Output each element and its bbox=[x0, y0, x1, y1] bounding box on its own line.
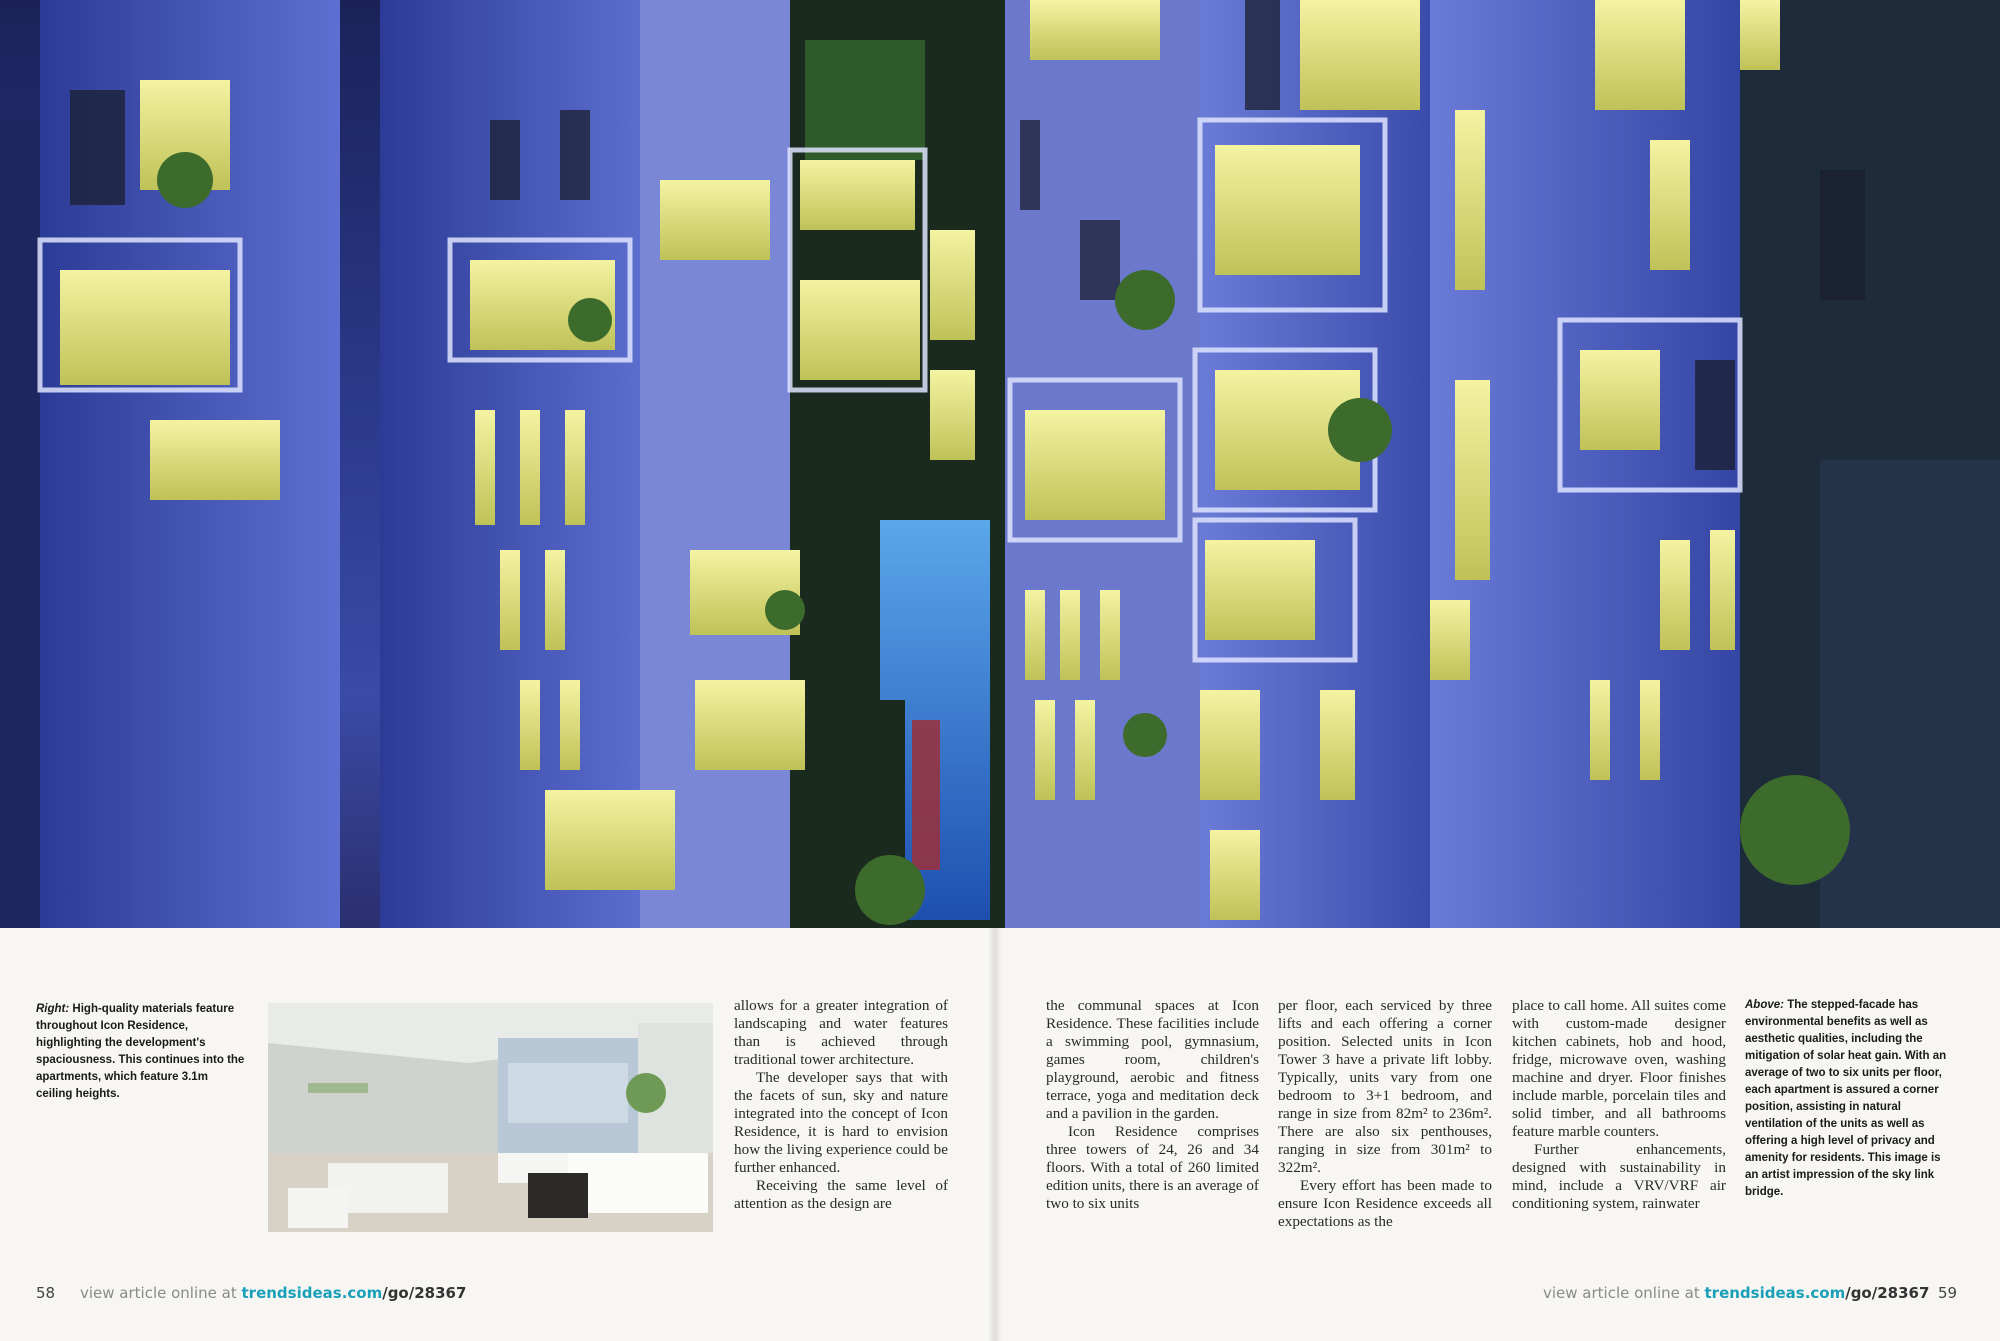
paragraph: place to call home. All suites come with custom-made designer kitchen cabinets, hob and hood, fridge, microwave oven, washing machine and dryer. Floor finishes include marble, porcelain tiles and solid timber, and all bathrooms feature marble counters. bbox=[1512, 997, 1726, 1140]
paragraph: Every effort has been made to ensure Icon Residence exceeds all expectations as the bbox=[1278, 1177, 1492, 1230]
left-text-column bbox=[734, 997, 948, 1213]
left-caption-body: High-quality materials feature throughout Icon Residence, highlighting the development's spaciousness. This continues into the apartments, which feature 3.1m ceiling heights. bbox=[36, 1003, 245, 1100]
right-text-column-3 bbox=[1512, 997, 1726, 1213]
page-number-right: 59 bbox=[1938, 1284, 1958, 1302]
paragraph: per floor, each serviced by three lifts and each offering a corner position. Selected units in Icon Tower 3 have a private lift lobby. Typically, units vary from one bedroom to 3+1 bedroom, and range in size from 82m² to 236m². There are also six penthouses, ranging in size from 301m² to 322m². bbox=[1278, 997, 1492, 1176]
footer-right bbox=[1543, 1284, 1929, 1302]
paragraph: Further enhancements, designed with sustainability in mind, include a VRV/VRF air conditioning system, rainwater bbox=[1512, 1141, 1726, 1212]
footer-link-path[interactable]: /go/28367 bbox=[382, 1284, 467, 1302]
interior-illustration bbox=[268, 1003, 713, 1232]
paragraph: the communal spaces at Icon Residence. These facilities include a swimming pool, gymnasium, games room, children's playground, aerobic and fitness terrace, yoga and meditation deck and a pavilion in the garden. bbox=[1046, 997, 1259, 1122]
footer-link-brand[interactable]: trendsideas.com bbox=[241, 1284, 383, 1302]
paragraph: Icon Residence comprises three towers of 24, 26 and 34 floors. With a total of 260 limited edition units, there is an average of two to six units bbox=[1046, 1123, 1259, 1212]
footer-prefix: view article online at bbox=[80, 1284, 242, 1302]
right-text-column-2 bbox=[1278, 997, 1492, 1231]
footer-prefix: view article online at bbox=[1543, 1284, 1705, 1302]
right-text-column-1 bbox=[1046, 997, 1259, 1213]
footer-link-brand[interactable]: trendsideas.com bbox=[1704, 1284, 1846, 1302]
left-caption bbox=[36, 1001, 246, 1103]
right-caption-body: The stepped-facade has environmental benefits as well as aesthetic qualities, including the mitigation of solar heat gain. With an average of two to six units per floor, each apartment is assured a corner position, assisting in natural ventilation of the units as well as offering a high level of privacy and amenity for residents. This image is an artist impression of the sky link bridge. bbox=[1745, 999, 1947, 1198]
paragraph: Receiving the same level of attention as the design are bbox=[734, 1177, 948, 1212]
right-caption-lead: Above: bbox=[1745, 999, 1784, 1011]
page-gutter bbox=[988, 928, 1002, 1341]
page-number-left: 58 bbox=[36, 1284, 56, 1302]
tower-center-left bbox=[640, 0, 790, 928]
paragraph: The developer says that with the facets of sun, sky and nature integrated into the concept of Icon Residence, it is hard to envision how the living experience could be further enhanced. bbox=[734, 1069, 948, 1176]
paragraph: allows for a greater integration of landscaping and water features than is achieved through traditional tower architecture. bbox=[734, 997, 948, 1068]
left-caption-lead: Right: bbox=[36, 1003, 70, 1015]
interior-photo bbox=[268, 1003, 713, 1232]
footer-link-path[interactable]: /go/28367 bbox=[1845, 1284, 1930, 1302]
right-caption bbox=[1745, 997, 1950, 1201]
footer-left bbox=[80, 1284, 466, 1302]
